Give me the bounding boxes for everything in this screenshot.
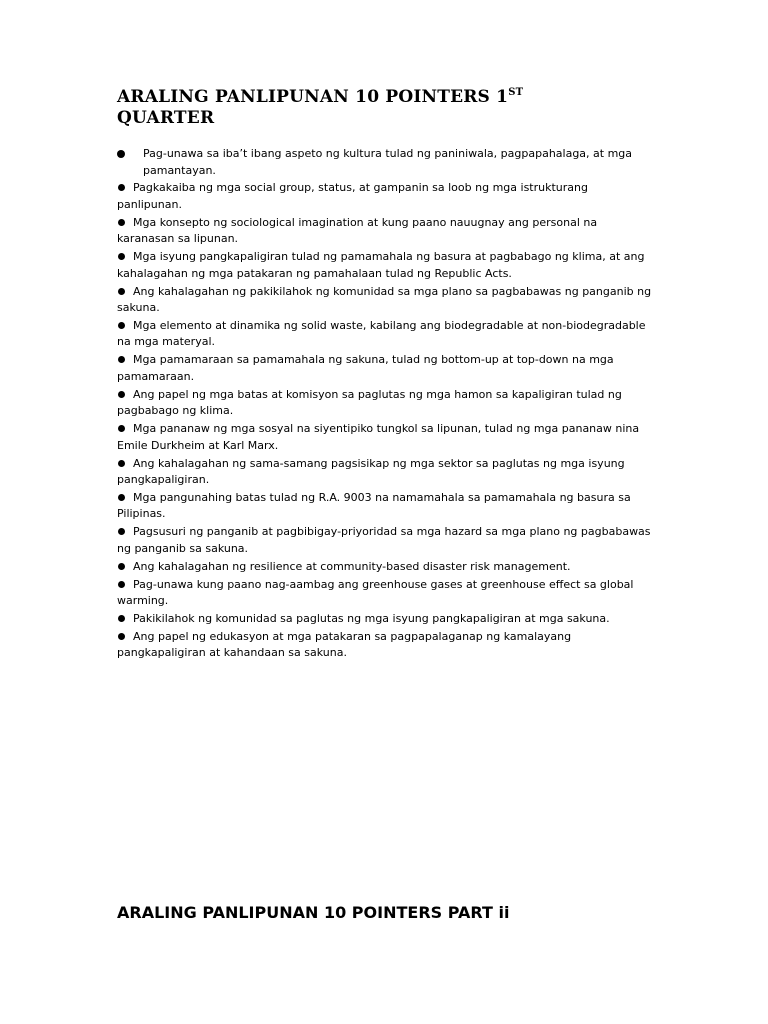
section-heading: ARALING PANLIPUNAN 10 POINTERS PART ii: [117, 903, 510, 922]
bullet-icon: [118, 615, 125, 622]
list-item-text: Ang kahalagahan ng resilience at community-based disaster risk management.: [133, 559, 571, 573]
list-item-text: Pakikilahok ng komunidad sa paglutas ng mga isyung pangkapaligiran at mga sakuna.: [133, 611, 610, 625]
list-item: [117, 146, 652, 179]
list-item: [117, 577, 652, 610]
list-item: [117, 490, 652, 523]
list-item-text: Mga konsepto ng sociological imagination at kung paano nauugnay ang personal na karanasan sa lipunan.: [117, 215, 598, 246]
bullet-icon: [118, 356, 125, 363]
bullet-icon: [118, 184, 125, 191]
bullet-icon: [118, 581, 125, 588]
list-item: [117, 215, 652, 248]
bullet-icon: [118, 460, 125, 467]
list-item-text: Ang kahalagahan ng sama-samang pagsisikap ng mga sektor sa paglutas ng mga isyung pangkapaligiran.: [117, 456, 625, 487]
bullet-icon: [118, 322, 125, 329]
bullet-icon: [118, 253, 125, 260]
list-item: [117, 284, 652, 317]
pointers-list: [117, 146, 652, 663]
list-item: [117, 629, 652, 662]
list-item: [117, 559, 652, 576]
list-item-text: Mga elemento at dinamika ng solid waste, kabilang ang biodegradable at non-biodegradable na mga materyal.: [117, 318, 646, 349]
list-item-text: Pagkakaiba ng mga social group, status, at gampanin sa loob ng mga istrukturang panlipunan.: [117, 181, 588, 211]
bullet-icon: [118, 391, 125, 398]
list-item-text: Ang kahalagahan ng pakikilahok ng komunidad sa mga plano sa pagbabawas ng panganib ng sakuna.: [117, 284, 652, 315]
list-item: [117, 456, 652, 489]
list-item-text: Mga pamamaraan sa pamamahala ng sakuna, tulad ng bottom-up at top-down na mga pamamaraan.: [117, 353, 614, 383]
bullet-icon: [117, 150, 125, 158]
list-item-text: Ang papel ng edukasyon at mga patakaran sa pagpapalaganap ng kamalayang pangkapaligiran at kahandaan sa sakuna.: [117, 629, 572, 660]
bullet-icon: [118, 528, 125, 535]
list-item-text: Ang papel ng mga batas at komisyon sa paglutas ng mga hamon sa kapaligiran tulad ng pagbabago ng klima.: [117, 387, 622, 418]
title-superscript: ST: [508, 87, 524, 98]
bullet-icon: [118, 219, 125, 226]
bullet-icon: [118, 494, 125, 501]
title-main: ARALING PANLIPUNAN 10 POINTERS 1: [117, 87, 509, 107]
list-item: [117, 524, 652, 557]
list-item-text: Mga pangunahing batas tulad ng R.A. 9003 na namamahala sa pamamahala ng basura sa Pilipinas.: [117, 490, 631, 521]
list-item: [117, 180, 652, 213]
list-item-text: Pag-unawa kung paano nag-aambag ang greenhouse gases at greenhouse effect sa global warming.: [117, 577, 634, 608]
list-item: [117, 387, 652, 420]
bullet-icon: [118, 425, 125, 432]
bullet-icon: [118, 288, 125, 295]
list-item-text: Mga pananaw ng mga sosyal na siyentipiko tungkol sa lipunan, tulad ng mga pananaw nina Emile Durkheim at Karl Marx.: [117, 422, 640, 452]
list-item-text: Mga isyung pangkapaligiran tulad ng pamamahala ng basura at pagbabago ng klima, at ang kahalagahan ng mga patakaran ng pamahalaan tulad ng Republic Acts.: [117, 250, 645, 280]
list-item-text: Pag-unawa sa iba’t ibang aspeto ng kultura tulad ng paniniwala, pagpapahalaga, at mga pamantayan.: [143, 147, 633, 177]
list-item: [117, 352, 652, 385]
bullet-icon: [118, 563, 125, 570]
document-title: [117, 87, 677, 129]
title-line2: QUARTER: [117, 108, 215, 128]
list-item: [117, 249, 652, 282]
list-item: [117, 611, 652, 628]
bullet-icon: [118, 633, 125, 640]
list-item: [117, 318, 652, 351]
list-item-text: Pagsusuri ng panganib at pagbibigay-priyoridad sa mga hazard sa mga plano ng pagbabawas ng panganib sa sakuna.: [117, 525, 651, 555]
list-item: [117, 421, 652, 454]
